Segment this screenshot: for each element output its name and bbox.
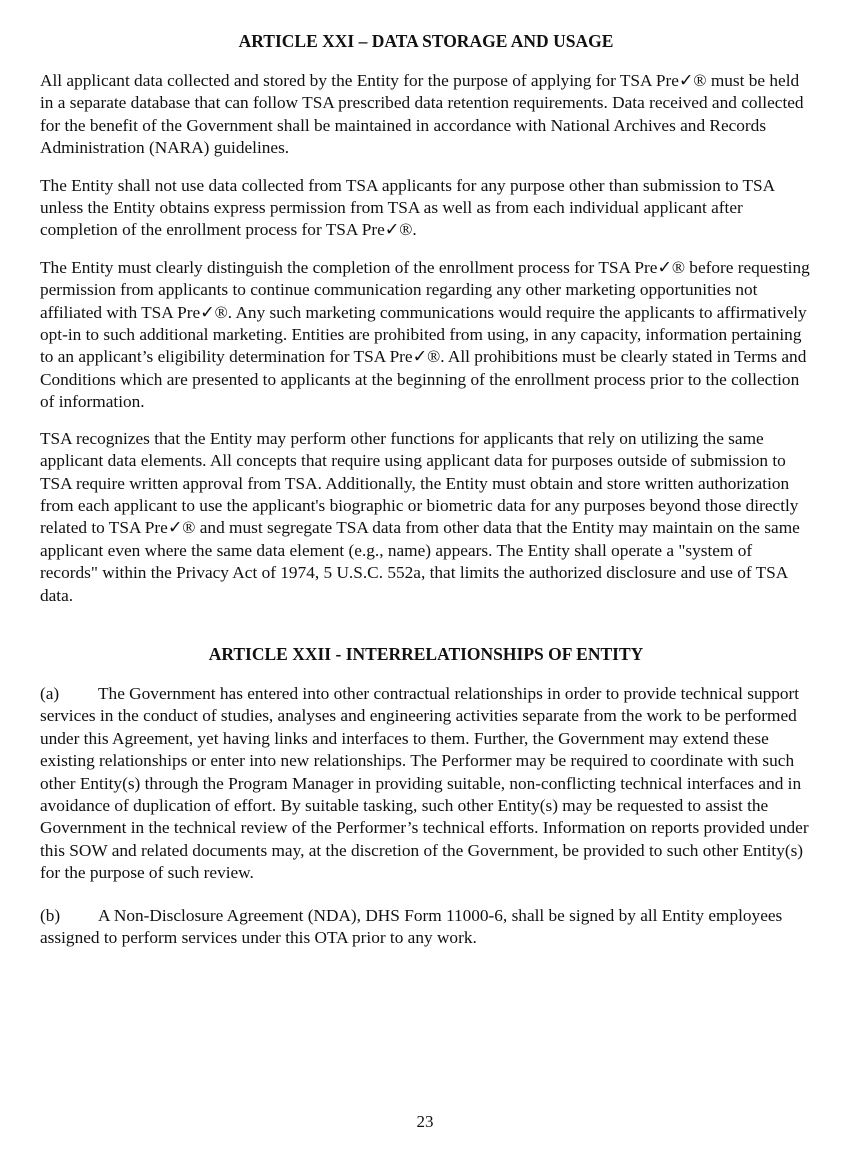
document-page <box>40 30 812 949</box>
item-a-label: (a) <box>40 683 60 703</box>
article-22-item-a <box>40 683 812 885</box>
article-21-paragraph-1: All applicant data collected and stored by the Entity for the purpose of applying for TSA Pre✓® must be held in a separate database that can follow TSA prescribed data retention requirements. Data received and collected for the benefit of the Government shall be maintained in accordance with National Archives and Records Administration (NARA) guidelines. <box>40 71 804 158</box>
article-22-item-b <box>40 905 812 950</box>
page-number: 23 <box>416 1112 434 1131</box>
item-b-text: A Non-Disclosure Agreement (NDA), DHS Form 11000-6, shall be signed by all Entity employees assigned to perform services under this OTA prior to any work. <box>40 905 783 947</box>
item-a-text: The Government has entered into other contractual relationships in order to provide technical support services in the conduct of studies, analyses and engineering activities separate from the work to be performed under this Agreement, yet having links and interfaces to them. Further, the Government may extend these existing relationships or enter into new relationships. The Performer may be required to coordinate with such other Entity(s) through the Program Manager in providing suitable, non-conflicting technical interfaces and in avoidance of duplication of effort. By suitable tasking, such other Entity(s) may be requested to assist the Government in the technical review of the Performer’s technical efforts. Information on reports provided under this SOW and related documents may, at the discretion of the Government, be provided to such other Entity(s) for the purpose of such review. <box>40 683 809 883</box>
item-b-label: (b) <box>40 905 61 925</box>
article-21-paragraph-4: TSA recognizes that the Entity may perform other functions for applicants that rely on utilizing the same applicant data elements. All concepts that require using applicant data for purposes outside of submission to TSA require written approval from TSA. Additionally, the Entity must obtain and store written authorization from each applicant to use the applicant's biographic or biometric data for any purposes beyond those directly related to TSA Pre✓® and must segregate TSA data from other data that the Entity may maintain on the same applicant even where the same data element (e.g., name) appears. The Entity shall operate a "system of records" within the Privacy Act of 1974, 5 U.S.C. 552a, that limits the authorized disclosure and use of TSA data. <box>40 428 800 605</box>
article-22-heading: ARTICLE XXII - INTERRELATIONSHIPS OF ENTITY <box>208 643 644 664</box>
article-21-paragraph-3: The Entity must clearly distinguish the completion of the enrollment process for TSA Pre✓® before requesting permission from applicants to continue communication regarding any other marketing opportunities not affiliated with TSA Pre✓®. Any such marketing communications would require the applicants to affirmatively opt-in to such additional marketing. Entities are prohibited from using, in any capacity, information pertaining to an applicant’s eligibility determination for TSA Pre✓®. All prohibitions must be clearly stated in Terms and Conditions which are presented to applicants at the beginning of the enrollment process prior to the collection of information. <box>40 257 810 412</box>
article-21-paragraph-2: The Entity shall not use data collected from TSA applicants for any purpose other than submission to TSA unless the Entity obtains express permission from TSA as well as from each individual applicant after completion of the enrollment process for TSA Pre✓®. <box>40 175 775 240</box>
article-21-heading: ARTICLE XXI – DATA STORAGE AND USAGE <box>238 31 614 51</box>
